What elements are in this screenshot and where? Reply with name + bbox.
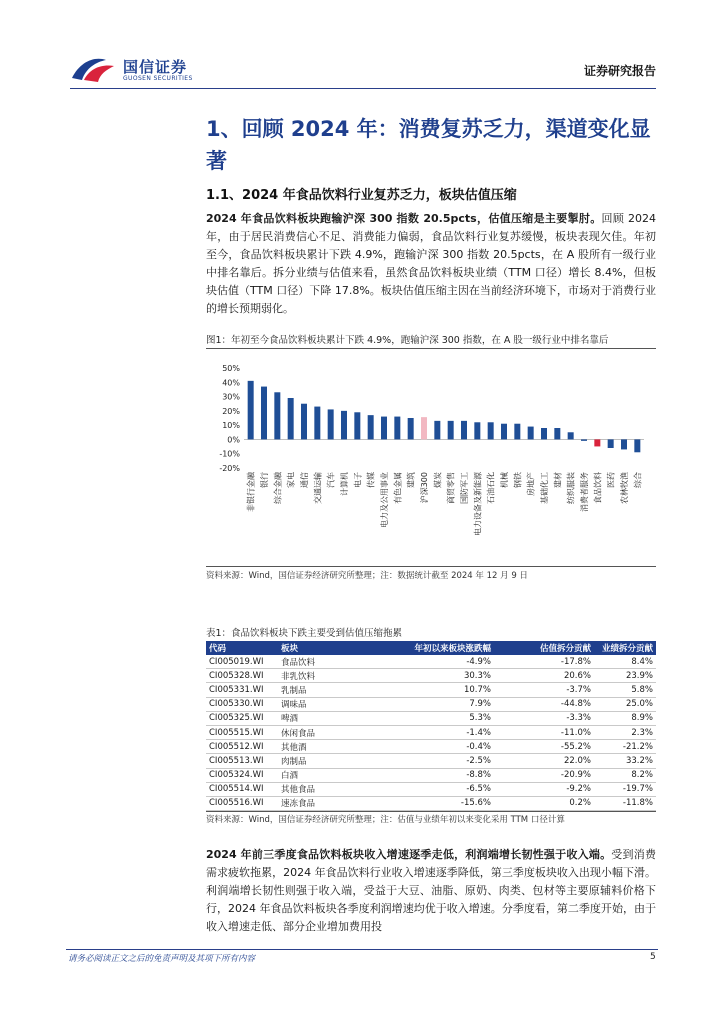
y-tick-label: 20% — [222, 406, 240, 416]
cell-valuation: -20.9% — [494, 768, 594, 782]
cell-sector: 休闲食品 — [278, 725, 392, 739]
x-tick-label: 国防军工 — [460, 472, 469, 504]
table-row — [206, 711, 656, 725]
cell-sector: 其他食品 — [278, 782, 392, 796]
cell-valuation: -55.2% — [494, 740, 594, 754]
bar — [514, 424, 520, 440]
cell-ytd-change: -1.4% — [392, 725, 494, 739]
x-tick-label: 传媒 — [366, 472, 376, 488]
paragraph-2 — [206, 846, 656, 936]
cell-earnings: 5.8% — [594, 683, 656, 697]
cell-code: CI005019.WI — [206, 655, 278, 669]
cell-ytd-change: -6.5% — [392, 782, 494, 796]
x-tick-label: 交通运输 — [313, 472, 323, 504]
bar — [248, 381, 254, 440]
x-tick-label: 沪深300 — [420, 472, 429, 504]
figure-1-title: 图1：年初至今食品饮料板块累计下跌 4.9%，跑输沪深 300 指数，在 A 股一级行业中排名靠后 — [206, 335, 609, 346]
x-tick-label: 建材 — [553, 472, 563, 488]
col-header-sector: 板块 — [278, 641, 392, 655]
x-tick-label: 食品饮料 — [593, 472, 603, 504]
cell-code: CI005325.WI — [206, 711, 278, 725]
logo-text-en: GUOSEN SECURITIES — [123, 75, 193, 82]
cell-valuation: -11.0% — [494, 725, 594, 739]
table-row — [206, 669, 656, 683]
bar — [274, 392, 280, 439]
y-tick-label: -10% — [219, 449, 240, 459]
x-tick-label: 非银行金融 — [246, 472, 256, 512]
table-row — [206, 740, 656, 754]
x-tick-label: 医药 — [606, 472, 616, 488]
bar — [288, 398, 294, 439]
cell-sector: 白酒 — [278, 768, 392, 782]
y-axis — [219, 364, 644, 473]
table-1-title: 表1：食品饮料板块下跌主要受到估值压缩拖累 — [206, 628, 403, 639]
table-1 — [206, 641, 656, 811]
cell-earnings: 8.2% — [594, 768, 656, 782]
x-tick-label: 银行 — [260, 472, 269, 488]
x-tick-label: 房地产 — [526, 472, 536, 496]
paragraph-1 — [206, 210, 656, 318]
cell-sector: 啤酒 — [278, 711, 392, 725]
x-tick-label: 家电 — [286, 472, 296, 488]
paragraph-1-lead: 2024 年食品饮料板块跑输沪深 300 指数 20.5pcts，估值压缩是主要掣肘。 — [206, 212, 602, 225]
table-row — [206, 782, 656, 796]
paragraph-1-body: 回顾 2024 年，由于居民消费信心不足、消费能力偏弱，食品饮料行业复苏缓慢，板块表现欠佳。年初至今，食品饮料板块累计下跌 4.9%，跑输沪深 300 指数 20.5pcts，在 A 股所有一级行业中排名靠后。拆分业绩与估值来看，虽然食品饮料板块业绩（TTM 口径）增长 8.4%，但板块估值（TTM 口径）下降 17.8%。板块估值压缩主因在当前经济环境下，市场对于消费行业的增长预期弱化。 — [206, 212, 656, 315]
bar — [328, 409, 334, 439]
cell-ytd-change: 7.9% — [392, 697, 494, 711]
y-tick-label: 0% — [227, 435, 240, 445]
table-row — [206, 754, 656, 768]
bar-series — [248, 381, 641, 452]
header-rule — [70, 88, 656, 89]
bar — [474, 422, 480, 439]
x-tick-label: 石油石化 — [486, 472, 496, 504]
footer-disclaimer: 请务必阅读正文之后的免责声明及其项下所有内容 — [68, 954, 256, 964]
x-tick-label: 机械 — [500, 472, 509, 488]
cell-earnings: 8.9% — [594, 711, 656, 725]
table-row — [206, 768, 656, 782]
logo-text-cn: 国信证券 — [123, 58, 188, 76]
cell-ytd-change: 5.3% — [392, 711, 494, 725]
x-tick-label: 汽车 — [326, 472, 336, 488]
x-tick-label: 计算机 — [340, 472, 349, 496]
cell-code: CI005330.WI — [206, 697, 278, 711]
figure-1-top-rule — [206, 348, 656, 349]
bar — [594, 439, 600, 446]
bar — [261, 387, 267, 440]
paragraph-2-lead: 2024 年前三季度食品饮料板块收入增速逐季走低，利润端增长韧性强于收入端。 — [206, 848, 612, 861]
cell-sector: 肉制品 — [278, 754, 392, 768]
cell-sector: 乳制品 — [278, 683, 392, 697]
x-tick-label: 有色金属 — [393, 472, 403, 504]
cell-earnings: 8.4% — [594, 655, 656, 669]
x-tick-label: 电力及公用事业 — [380, 472, 389, 528]
x-tick-label: 电力设备及新能源 — [473, 472, 483, 536]
paragraph-2-body: 受到消费需求疲软拖累，2024 年食品饮料行业收入增速逐季降低，第三季度板块收入出现小幅下滑。利润端增长韧性则强于收入端，受益于大豆、油脂、原奶、肉类、包材等主要原辅料价格下行，2024 年食品饮料板块各季度利润增速均优于收入增速。分季度看，第二季度开始，由于收入增速走低、部分企业增加费用投 — [206, 848, 656, 933]
cell-valuation: -9.2% — [494, 782, 594, 796]
bar — [421, 417, 427, 439]
x-tick-label: 基础化工 — [540, 472, 549, 504]
y-tick-label: 10% — [222, 421, 240, 431]
x-tick-label: 建筑 — [406, 472, 416, 488]
bar — [301, 404, 307, 440]
report-type-label: 证券研究报告 — [583, 64, 656, 78]
bar — [581, 439, 587, 440]
col-header-valuation: 估值拆分贡献 — [494, 641, 594, 655]
y-tick-label: 40% — [222, 378, 240, 388]
bar — [501, 424, 507, 440]
bar — [528, 427, 534, 440]
bar — [608, 439, 614, 448]
x-axis-labels — [246, 471, 643, 536]
cell-earnings: -19.7% — [594, 782, 656, 796]
figure-1-bar-chart — [206, 358, 656, 566]
bar — [568, 432, 574, 439]
bar — [448, 421, 454, 440]
x-tick-label: 商贸零售 — [446, 472, 456, 504]
cell-sector: 非乳饮料 — [278, 669, 392, 683]
cell-valuation: -3.3% — [494, 711, 594, 725]
bar — [368, 415, 374, 439]
section-heading: 1、回顾 2024 年：消费复苏乏力，渠道变化显著 — [206, 117, 651, 173]
cell-ytd-change: 10.7% — [392, 683, 494, 697]
col-header-code: 代码 — [206, 641, 278, 655]
x-tick-label: 农林牧渔 — [620, 472, 629, 504]
bar — [354, 412, 360, 439]
cell-ytd-change: -4.9% — [392, 655, 494, 669]
cell-code: CI005515.WI — [206, 725, 278, 739]
table-1-bottom-rule — [206, 811, 656, 812]
cell-code: CI005516.WI — [206, 796, 278, 810]
bar — [314, 407, 320, 440]
cell-earnings: -11.8% — [594, 796, 656, 810]
col-header-earnings: 业绩拆分贡献 — [594, 641, 656, 655]
table-row — [206, 796, 656, 810]
x-tick-label: 综合 — [633, 472, 643, 488]
bar — [394, 417, 400, 440]
cell-valuation: -3.7% — [494, 683, 594, 697]
cell-earnings: 25.0% — [594, 697, 656, 711]
table-row — [206, 683, 656, 697]
table-row — [206, 655, 656, 669]
page-number: 5 — [650, 952, 656, 962]
cell-sector: 食品饮料 — [278, 655, 392, 669]
cell-ytd-change: -2.5% — [392, 754, 494, 768]
bar — [461, 421, 467, 440]
col-header-ytd-change: 年初以来板块涨跌幅 — [392, 641, 494, 655]
cell-code: CI005512.WI — [206, 740, 278, 754]
x-tick-label: 煤炭 — [433, 472, 443, 488]
cell-earnings: 23.9% — [594, 669, 656, 683]
cell-sector: 其他酒 — [278, 740, 392, 754]
cell-code: CI005331.WI — [206, 683, 278, 697]
bar — [381, 417, 387, 440]
y-tick-label: -20% — [219, 464, 240, 473]
x-tick-label: 消费者服务 — [580, 472, 589, 512]
cell-code: CI005328.WI — [206, 669, 278, 683]
footer-rule — [66, 949, 658, 950]
bar — [434, 421, 440, 440]
cell-ytd-change: 30.3% — [392, 669, 494, 683]
table-row — [206, 725, 656, 739]
cell-earnings: -21.2% — [594, 740, 656, 754]
bar — [541, 428, 547, 439]
cell-code: CI005324.WI — [206, 768, 278, 782]
cell-valuation: 0.2% — [494, 796, 594, 810]
table-row — [206, 697, 656, 711]
x-tick-label: 纺织服装 — [566, 472, 576, 504]
cell-code: CI005514.WI — [206, 782, 278, 796]
cell-valuation: 20.6% — [494, 669, 594, 683]
cell-valuation: -44.8% — [494, 697, 594, 711]
cell-code: CI005513.WI — [206, 754, 278, 768]
bar — [488, 422, 494, 439]
cell-ytd-change: -15.6% — [392, 796, 494, 810]
subsection-heading: 1.1、2024 年食品饮料行业复苏乏力，板块估值压缩 — [206, 188, 517, 203]
bar — [621, 439, 627, 449]
bar — [634, 439, 640, 452]
y-tick-label: 50% — [222, 364, 240, 373]
x-tick-label: 综合金融 — [273, 472, 283, 504]
cell-ytd-change: -0.4% — [392, 740, 494, 754]
x-tick-label: 电子 — [353, 472, 363, 488]
cell-valuation: -17.8% — [494, 655, 594, 669]
cell-ytd-change: -8.8% — [392, 768, 494, 782]
bar — [341, 411, 347, 440]
bar — [408, 418, 414, 439]
cell-sector: 速冻食品 — [278, 796, 392, 810]
cell-earnings: 33.2% — [594, 754, 656, 768]
table-header-row — [206, 641, 656, 655]
table-1-source: 资料来源：Wind，国信证券经济研究所整理；注：估值与业绩年初以来变化采用 TTM 口径计算 — [206, 815, 565, 825]
guosen-logo-icon — [70, 52, 116, 84]
cell-valuation: 22.0% — [494, 754, 594, 768]
x-tick-label: 钢铁 — [513, 472, 523, 488]
cell-sector: 调味品 — [278, 697, 392, 711]
figure-1-source: 资料来源：Wind，国信证券经济研究所整理；注：数据统计截至 2024 年 12 月 9 日 — [206, 571, 528, 581]
x-tick-label: 通信 — [300, 472, 309, 488]
bar — [554, 428, 560, 439]
y-tick-label: 30% — [222, 392, 240, 402]
cell-earnings: 2.3% — [594, 725, 656, 739]
figure-1-bottom-rule — [206, 566, 656, 567]
